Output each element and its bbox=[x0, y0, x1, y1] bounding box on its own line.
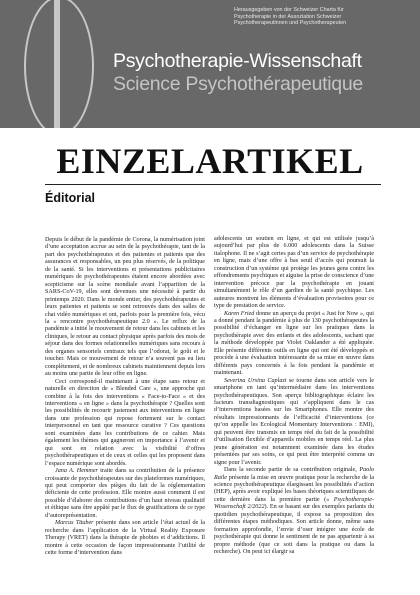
paragraph bbox=[214, 311, 374, 378]
paragraph-text: ). En se basant sur des exemples parlants du quotidien psychothérapeutique, il expose sa proposition des différentes étapes méthodiques. Son article donne, même sans formation approfondie, l’envie d’oser intégrer une école de psychothérapie qui donne le sentiment de ne pas appartenir à sa propre méthode (que ce soit dans la pratique ou dans la recherche). On peut ici élargir sa bbox=[214, 504, 374, 556]
paragraph bbox=[45, 468, 205, 520]
article-title: Éditorial bbox=[45, 191, 96, 205]
author-name: Karen Fried bbox=[224, 310, 255, 317]
paragraph-text: traite dans sa contribution de la présence croissante de psychothérapeutes sur des plateformes numériques, qui peut comporter des pièges du fait de la réglementation déficiente de cette profession. Elle montre aussi comment il est possible d’élaborer des contributions d’un haut niveau qualitatif et éthique sans être appâté par le flux de gratifications de ce type d’autoreprésentation. bbox=[45, 468, 206, 519]
section-label: EINZELARTIKEL bbox=[56, 141, 364, 181]
paragraph bbox=[214, 467, 374, 556]
paragraph bbox=[214, 236, 374, 311]
author-name: Jana A. Hemmer bbox=[55, 468, 98, 475]
publisher-line: Psychotherapeutinnen und Psychotherapeuten bbox=[234, 20, 347, 27]
paragraph bbox=[45, 237, 205, 379]
journal-title-de: Psychotherapie-Wissenschaft bbox=[113, 50, 362, 72]
paragraph bbox=[45, 520, 205, 557]
paragraph-text: donne un aperçu du projet « Just for Now », qui a donné pendant la pandémie à plus de 130 psychothérapeutes la possibilité d’échanger en ligne sur les pratiques dans la psychothérapie avec des enfants et des adolescents, sachant que la méthode développée par Violet Oaklander a été appliquée. Elle présente différents outils en ligne qui ont été développés et procède à une évaluation intéressante de sa mise en œuvre dans différents pays concernés à la fois pendant la pandémie et maintenant. bbox=[214, 310, 374, 377]
publisher-line: Herausgegeben von der Schweizer Charta für bbox=[234, 7, 344, 13]
paragraph bbox=[214, 378, 374, 467]
publisher-line: Psychotherapie in der Assoziation Schweizer bbox=[234, 13, 342, 20]
paragraph-text: présente la mise en œuvre pratique pour la recherche de la science psychothérapeutique élargissant les possibilités d’action (HEP), après avoir expliqué les bases théoriques scientifiques de cette dernière dans la première partie (« bbox=[214, 474, 374, 503]
publisher-info bbox=[234, 7, 410, 27]
divider bbox=[45, 184, 381, 185]
paragraph-text: se tourne dans son article vers le smartphone en tant qu’intermédiaire dans les interventions psychothérapeutiques. Son aperçu bibliographique éclaire les facteurs transdiagnostiques qui s’appliquent dans le cas d’interventions basées sur les Smartphones. Elle montre des résultats impressionnants de l’efficacité d’interventions (ce qu’on appelle les Ecological Momentary Interventions : EMI), qui peuvent être transmis en temps réel du fait de la possibilité d’utilisation flexible d’appareils mobiles en temps réel. La plus jeune génération est notamment examinée dans les études présentées par ses soins, ce qui peut être interprété comme un signe pour l’avenir. bbox=[214, 377, 374, 466]
paragraph-text: présente dans son article l’état actuel de la recherche dans l’application de la Virtual Reality Exposure Therapy (VRET) dans la thérapie de phobies et d’addictions. Il montre à cette occasion de façon impressionnante l’utilité de cette forme d’intervention dans bbox=[45, 520, 205, 557]
paragraph-text: adolescents un soutien en ligne, et qui est utilisée jusqu’à aujourd’hui par plus de 6.000 adolescents dans la Suisse italophone. Il ne s’agit certes pas d’un service de psychothérapie en ligne, mais d’une offre à bas seuil d’accès qui poursuit la construction d’un système qui protège les jeunes gens contre les effondrements psychiques et aiguise la prise de conscience d’une intervention précoce par la psychothérapie en jouant simultanément le rôle d’un gardien de la santé psychique. Les auteures montrent les éléments d’évaluation provisoires pour ce type de prestation de service. bbox=[214, 236, 374, 310]
paragraph-text: Depuis le début de la pandémie de Corona, la numérisation joint d’une acceptation accrue au sein de la psychothérapie, tant de la part des psychothérapeutes et des patientes et patients que des assurances et responsables, un peu plus réservés, de la politique de la santé. Si les interventions et présentations publicitaires numériques de psychothérapeutes étaient encore abordées avec scepticisme sur la scène mondiale avant l’apparition de la SARS-CoV-19, elles sont devenues une nécessité à partir du printemps 2020. Dans le monde entier, des psychothérapeutes et leurs patientes et patients se sont retrouvés dans des salles de chat vidéo numériques et ont, parfois pour la première fois, vécu la « rencontre psychothérapeutique 2.0 ». Le reflux de la pandémie a initié le mouvement de retour dans les cabinets et les cliniques, le retour au contact physique après parfois des mois de séjour dans des formes relationnelles numériques sans recours à des organes sensoriels centraux tels que l’odorat, le goût et le toucher. Mais ce mouvement de retour n’a souvent pas eu lieu complètement, et de nombreux cabinets maintiennent depuis lors au moins une partie de leur offre en ligne. bbox=[45, 237, 205, 378]
author-name: Psychotherapie-Wissenschaft 2/2022 bbox=[214, 496, 374, 511]
body-column-right bbox=[214, 236, 374, 556]
journal-header bbox=[0, 0, 420, 128]
author-name: Severina Ursina Caplazi bbox=[224, 377, 287, 384]
body-column-left bbox=[45, 237, 205, 557]
author-name: Marcus Täuber bbox=[55, 520, 94, 527]
paragraph bbox=[45, 379, 205, 468]
paragraph-text: Ceci correspond-il maintenant à une étape sans retour et naturelle en direction de « Blended Care », une approche qui combine à la fois des interventions « Face-to-Face » et des interventions « en ligne » dans la psychothérapie ? Quelles sont les possibilités de recourir justement aux interventions en ligne dans une profession qui repose fortement sur le contact interpersonnel en tant que ressource curative ? Ces questions sont examinées dans les contributions de ce cahier. Mais également les thèmes qui gagneront en importance à l’avenir et qui sont en relation avec la visibilité d’offres psychothérapeutiques et de ceux et celles qui les proposent dans l’espace numérique sont abordés. bbox=[45, 378, 205, 467]
paragraph-text: Dans la seconde partie de sa contribution originale, bbox=[224, 467, 360, 474]
journal-logo-bar bbox=[54, 0, 60, 128]
author-name: Paolo Raile bbox=[214, 467, 374, 481]
journal-title-fr: Science Psychothérapeutique bbox=[113, 73, 363, 95]
